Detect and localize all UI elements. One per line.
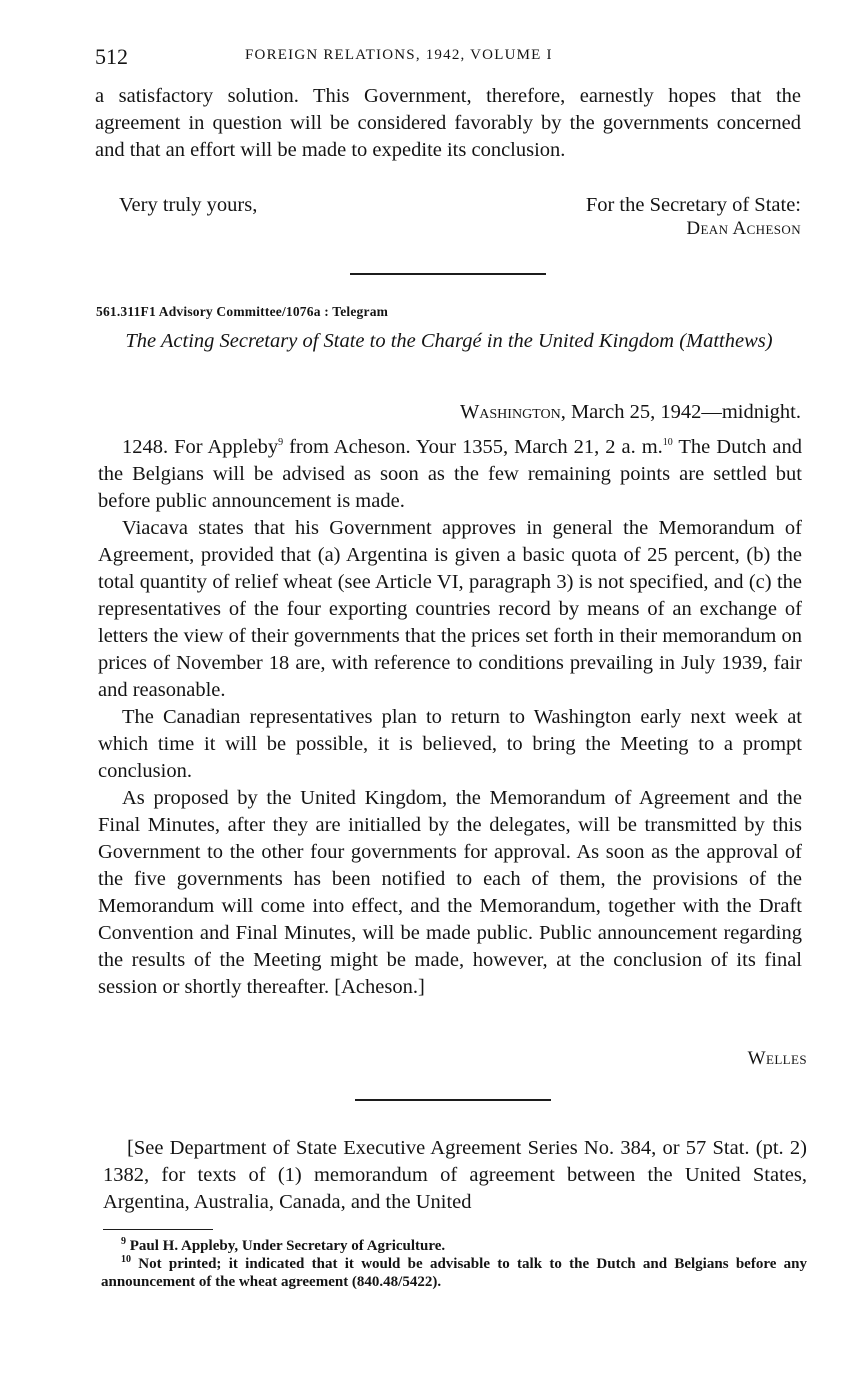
telegram-body (98, 434, 802, 1001)
document-title: The Acting Secretary of State to the Chargé in the United Kingdom (Matthews) (125, 330, 773, 352)
footnote-10: $^{10}$ Not printed; it indicated that it would be advisable to talk to the Dutch and Belgians before any announcement of the wheat agreement (840.48/5422). (101, 1254, 807, 1290)
telegram-paragraph-1: 1248. For Appleby$^9$ from Acheson. Your 1355, March 21, 2 a. m.$^{10}$ The Dutch and the Belgians will be advised as soon as the few remaining points are settled but before public announcement is made. (98, 436, 802, 512)
telegram-paragraph-4: As proposed by the United Kingdom, the Memorandum of Agreement and the Final Minutes, after they are initialled by the delegates, will be transmitted by this Government to the other four governments for approval. As soon as the approval of the five governments has been notified to each of them, the provisions of the Memorandum will come into effect, and the Memorandum, together with the Draft Convention and Final Minutes, will be made public. Public announcement regarding the results of the Meeting might be made, however, at the conclusion of its final session or shortly thereafter. [Acheson.] (98, 787, 802, 998)
footnote-rule (103, 1229, 213, 1230)
footnotes (101, 1237, 807, 1291)
letter-closing-paragraph (95, 83, 801, 164)
for-secretary-line: For the Secretary of State: (585, 194, 801, 216)
dateline (460, 401, 801, 424)
file-reference: 561.311F1 Advisory Committee/1076a : Telegram (96, 304, 389, 319)
telegram-paragraph-3: The Canadian representatives plan to return to Washington early next week at which time it will be possible, it is believed, to bring the Meeting to a prompt conclusion. (98, 706, 802, 782)
section-divider (350, 273, 546, 275)
editorial-note-text: [See Department of State Executive Agreement Series No. 384, or 57 Stat. (pt. 2) 1382, for texts of (1) memorandum of agreement between the United States, Argentina, Australia, Canada, and the United (103, 1137, 807, 1213)
telegram-paragraph-2: Viacava states that his Government approves in general the Memorandum of Agreement, provided that (a) Argentina is given a basic quota of 25 percent, (b) the total quantity of relief wheat (see Article VI, paragraph 3) is not specified, and (c) the representatives of the four exporting countries record by means of an exchange of letters the view of their governments that the prices set forth in their memorandum on prices of November 18 are, with reference to conditions prevailing in July 1939, fair and reasonable. (98, 517, 802, 701)
section-divider-2 (355, 1099, 551, 1101)
dateline-date: , March 25, 1942—midnight. (560, 401, 801, 423)
page-number: 512 (95, 44, 128, 69)
editorial-note (103, 1135, 807, 1216)
footnote-9: $^9$ Paul H. Appleby, Under Secretary of Agriculture. (121, 1236, 446, 1254)
page-header (95, 44, 801, 70)
letter-closing (95, 194, 801, 221)
dateline-place: Washington (459, 401, 561, 423)
valediction: Very truly yours, (119, 194, 258, 216)
signature-welles: Welles (747, 1048, 807, 1069)
running-head: FOREIGN RELATIONS, 1942, VOLUME I (245, 47, 553, 63)
signature-acheson: Dean Acheson (686, 218, 801, 239)
letter-paragraph: a satisfactory solution. This Government, therefore, earnestly hopes that the agreement in question will be considered favorably by the governments concerned and that an effort will be made to expedite its conclusion. (95, 85, 801, 161)
footnote-ref-10: 10 (662, 437, 673, 449)
footnote-ref-9: 9 (278, 437, 284, 449)
